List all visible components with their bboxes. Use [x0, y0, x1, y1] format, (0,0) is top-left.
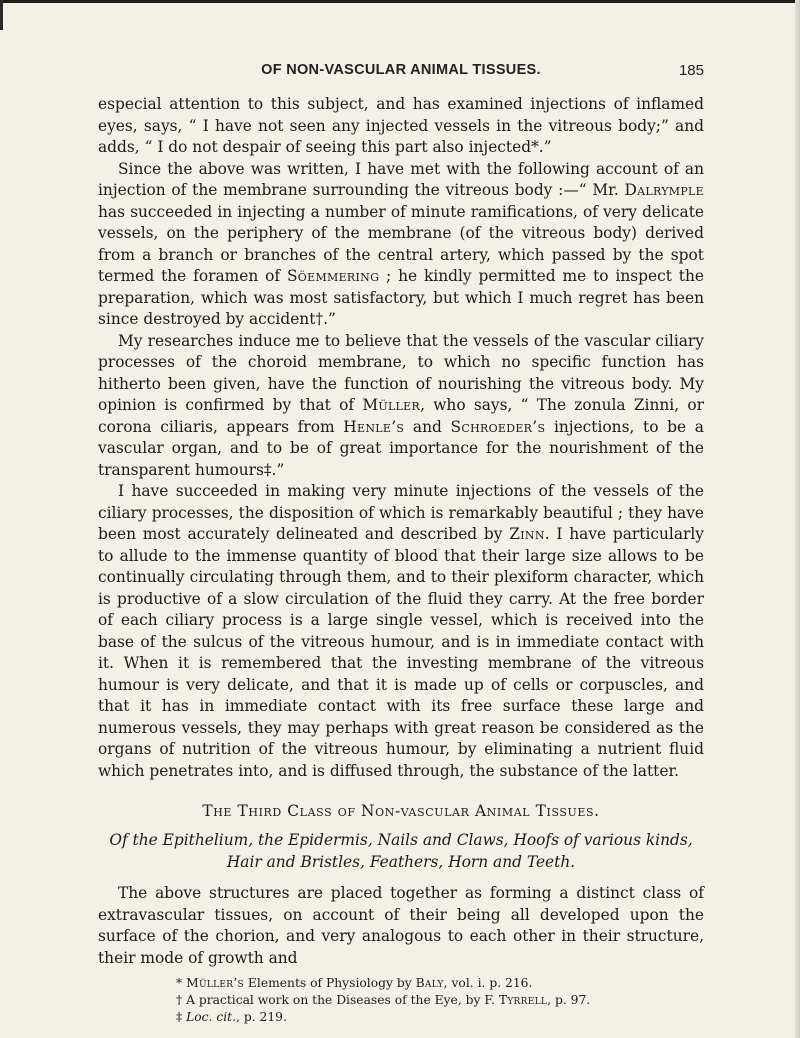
footnote-3 [176, 1009, 704, 1026]
text-run: I have succeeded in making very minute injections of the vessels of the ciliary processes, the disposition of which is remarkably beautiful ; they have been most accurately delineated and described by [98, 482, 704, 543]
text-run: Elements of Physiology by [244, 976, 416, 990]
text-run: has succeeded in injecting a number of minute ramifications, of very delicate vessels, on the periphery of the membrane (of the vitreous body) derived from a branch or branches of the central artery, which passed by the spot termed the foramen of [98, 202, 704, 285]
text-run: Since the above was written, I have met with the following account of an injection of the membrane surrounding the vitreous body :—“ Mr. [98, 159, 704, 199]
paragraph-3 [98, 331, 704, 482]
text-run: , p. 97. [547, 993, 591, 1007]
text-run: injections, to be a vascular organ, and to be of great importance for the nourishment of the transparent humours‡.” [98, 417, 704, 479]
text-run: Müller’s [186, 976, 245, 990]
footnote-mark: ‡ [176, 1010, 187, 1024]
text-run: , p. 219. [236, 1010, 287, 1024]
text-run: My researches induce me to believe that the vessels of the vascular ciliary processes of the choroid membrane, to which no specific function has hitherto been given, have the function of nourishing the vitreous body. My opinion is confirmed by that of [98, 331, 704, 414]
paragraph-2 [98, 159, 704, 331]
text-run: , who says, “ The zonula Zinni, or corona ciliaris, appears from [98, 396, 704, 436]
name-schroeder: Schroeder’s [450, 417, 546, 436]
footnote-2 [176, 992, 704, 1009]
book-page [98, 62, 704, 1026]
text-run: Tyrrell [498, 993, 548, 1007]
footnotes [98, 975, 704, 1026]
scan-edge-right [795, 0, 800, 1038]
text-run: and [404, 417, 451, 436]
text-run: A practical work on the Diseases of the Eye, by F. [186, 993, 499, 1007]
text-run: Loc. cit. [186, 1010, 237, 1024]
running-title: OF NON-VASCULAR ANIMAL TISSUES. [261, 62, 541, 78]
page-number: 185 [678, 62, 704, 79]
name-soemmering: Söemmering [286, 267, 380, 285]
footnote-mark: † [176, 993, 187, 1007]
section-subheading: Of the Epithelium, the Epidermis, Nails and Claws, Hoofs of various kinds, Hair and Bristles, Feathers, Horn and Teeth. [109, 831, 693, 871]
paragraph-1 [98, 94, 704, 159]
text-run: , vol. i. p. 216. [443, 976, 533, 990]
section-intro-paragraph: The above structures are placed together as forming a distinct class of extravascular tissues, on account of their being all developed upon the surface of the chorion, and very analogous to each other in their structure, their mode of growth and [98, 884, 704, 967]
section-heading: The Third Class of Non-vascular Animal Tissues. [202, 802, 600, 820]
scan-edge-left [0, 0, 3, 30]
footnote-mark: * [176, 976, 187, 990]
name-henle: Henle’s [343, 417, 405, 436]
text-run: Baly [415, 976, 444, 990]
running-head [98, 62, 704, 84]
name-zinn: Zinn [509, 525, 545, 543]
name-muller: Müller [362, 396, 421, 414]
scan-edge-top [0, 0, 800, 3]
paragraph-4 [98, 481, 704, 782]
footnote-1 [176, 975, 704, 992]
name-dalrymple: Dalrymple [624, 181, 704, 199]
text-run: . I have particularly to allude to the immense quantity of blood that their large size allows to be continually circulating through them, and to their plexiform character, which is productive of a slow circulation of the fluid they carry. At the free border of each ciliary process is a large single vessel, which is received into the base of the sulcus of the vitreous humour, and is in immediate contact with it. When it is remembered that the investing membrane of the vitreous humour is very delicate, and that it is made up of cells or corpuscles, and that it has in immediate contact with its free surface these large and numerous vessels, they may perhaps with great reason be considered as the organs of nutrition of the vitreous humour, by eliminating a nutrient fluid which penetrates into, and is diffused through, the substance of the latter. [98, 525, 704, 780]
text-run: ; he kindly permitted me to inspect the preparation, which was most satisfactory, but which I much regret has been since destroyed by accident†.” [98, 267, 704, 328]
paragraph-1-text: especial attention to this subject, and has examined injections of inflamed eyes, says, “ I have not seen any injected vessels in the vitreous body;” and adds, “ I do not despair of seeing this part also injected*.” [98, 95, 704, 156]
